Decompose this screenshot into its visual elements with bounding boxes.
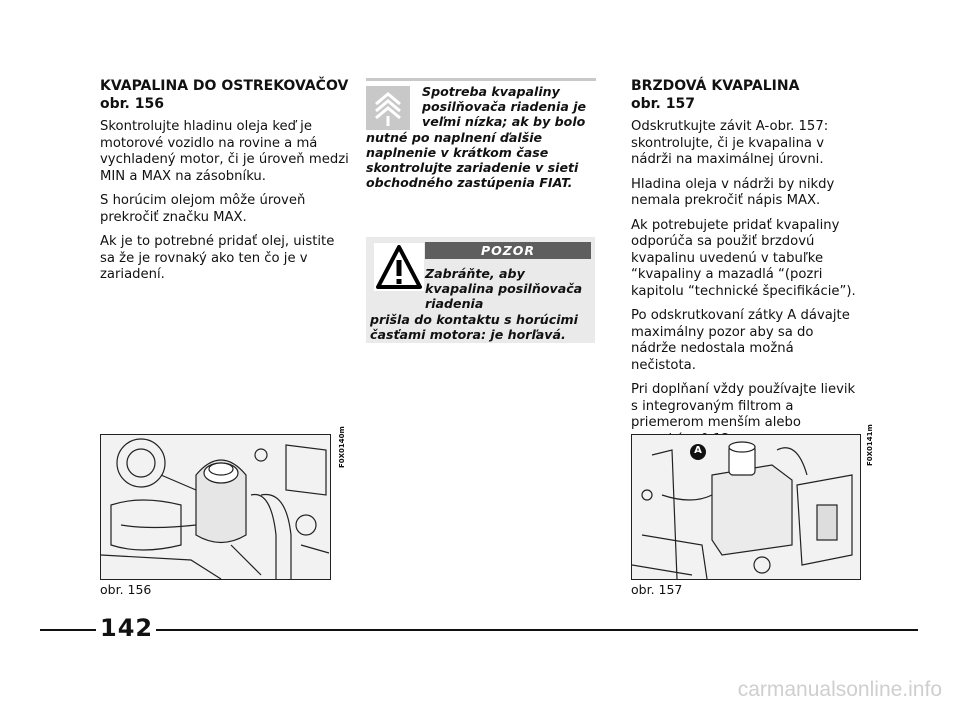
footer-rule-left (40, 629, 96, 631)
right-column (631, 77, 861, 456)
figure-code: F0X0141m (866, 424, 874, 466)
warning-tag: POZOR (425, 242, 591, 259)
paragraph: Pri doplňaní vždy používajte lievik s integrovaným filtrom a priemerom menším alebo (631, 382, 856, 430)
figure-code: F0X0140m (338, 426, 346, 468)
left-column (100, 77, 350, 292)
paragraph: S horúcim olejom môže úroveň prekročiť značku MAX. (100, 193, 306, 225)
figure-brake-reservoir-157 (631, 434, 861, 580)
section-heading-brake-fluid: BRZDOVÁ KVAPALINA obr. 157 (631, 78, 800, 112)
warning-box (366, 237, 595, 343)
paragraph: Ak potrebujete pridať kvapaliny odporúča sa použiť brzdovú kvapalinu uvedenú v tabuľke “kvapaliny a mazadlá “(pozri kapitolu “technické špecifikácie”). (631, 217, 856, 299)
brake-reservoir-drawing (632, 435, 860, 579)
warning-text: Zabráňte, aby kvapalina posilňovača riadenia prišla do kontaktu s horúcimi časťami motora: je horľavá. (370, 266, 583, 342)
engine-drawing (101, 435, 330, 579)
page-number: 142 (100, 614, 154, 642)
figure-caption: obr. 156 (100, 582, 152, 597)
paragraph: Ak je to potrebné pridať olej, uistite sa že je rovnaký ako ten čo je v zariadení. (100, 234, 335, 282)
heading-figure-ref: obr. 156 (100, 96, 164, 112)
paragraph: Odskrutkujte závit A-obr. 157: skontrolujte, či je kvapalina v nádrži na maximálnej úrovni. (631, 119, 829, 167)
heading-figure-ref: obr. 157 (631, 96, 695, 112)
watermark: carmanualsonline.info (737, 678, 942, 701)
note-box (366, 78, 596, 208)
figure-caption: obr. 157 (631, 582, 683, 597)
section-heading-washer-fluid: KVAPALINA DO OSTREKOVAČOV obr. 156 (100, 78, 349, 112)
figure-engine-bay-156 (100, 434, 331, 580)
footer-rule-right (156, 629, 918, 631)
note-top-rule (366, 78, 596, 81)
marker-a-label: A (694, 445, 702, 456)
paragraph: Skontrolujte hladinu oleja keď je motorové vozidlo na rovine a má vychladený motor, či je úroveň medzi MIN a MAX na zásobníku. (100, 119, 349, 184)
paragraph: Po odskrutkovaní zátky A dávajte maximálny pozor aby sa do nádrže nedostala možná nečistota. (631, 308, 850, 373)
paragraph: Hladina oleja v nádrži by nikdy nemala prekročiť nápis MAX. (631, 176, 835, 208)
note-text: Spotreba kvapaliny posilňovača riadenia je veľmi nízka; ak by bolo nutné po naplnení ďalšie naplnenie v krátkom čase skontrolujte zariadenie v sieti obchodného zastúpenia FIAT. (366, 84, 587, 191)
